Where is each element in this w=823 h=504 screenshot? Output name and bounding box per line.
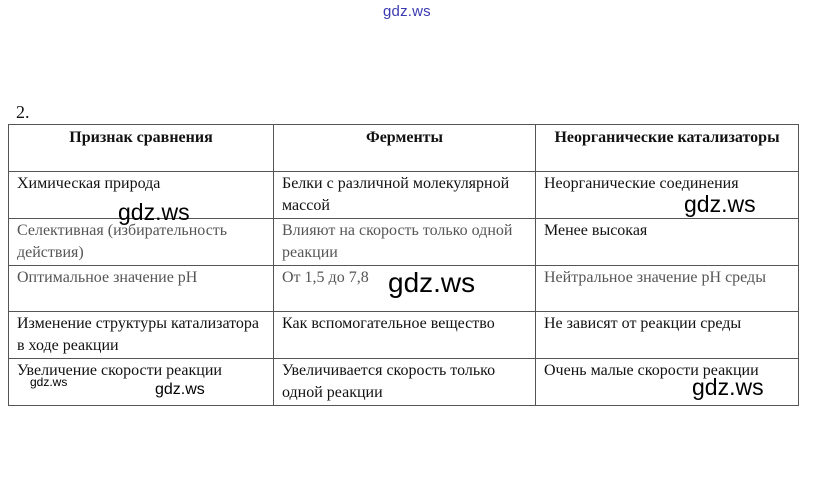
- watermark-bottom-small: gdz.ws: [30, 375, 68, 389]
- header-criterion: Признак сравнения: [9, 125, 274, 172]
- table-header-row: [9, 125, 799, 172]
- table-cell: Как вспомогательное вещество: [274, 312, 536, 359]
- table-row: [9, 172, 799, 219]
- table-cell: Очень малые скорости реакции: [536, 359, 799, 406]
- watermark-bottom-right: gdz.ws: [692, 374, 764, 400]
- header-inorganic-catalysts: Неорганические катализаторы: [536, 125, 799, 172]
- table-cell: Оптимальное значение pH: [9, 266, 274, 312]
- table-row: [9, 219, 799, 266]
- watermark-mid-left: gdz.ws: [118, 199, 190, 225]
- table-cell: Химическая природа: [9, 172, 274, 219]
- table-cell: Влияют на скорость только одной реакции: [274, 219, 536, 266]
- table-cell: От 1,5 до 7,8: [274, 266, 536, 312]
- table-row: [9, 312, 799, 359]
- table-cell: Селективная (избирательность действия): [9, 219, 274, 266]
- table-cell: Изменение структуры катализатора в ходе реакции: [9, 312, 274, 359]
- table-row: [9, 359, 799, 406]
- watermark-center: gdz.ws: [388, 267, 476, 298]
- table-row: [9, 266, 799, 312]
- header-enzymes: Ферменты: [274, 125, 536, 172]
- table-cell: Увеличение скорости реакции: [9, 359, 274, 406]
- table-cell: Не зависят от реакции среды: [536, 312, 799, 359]
- comparison-table: [8, 124, 799, 406]
- table-cell: Белки с различной молекулярной массой: [274, 172, 536, 219]
- watermark-bottom-left: gdz.ws: [155, 381, 205, 398]
- table-cell: Нейтральное значение pH среды: [536, 266, 799, 312]
- table-cell: Увеличивается скорость только одной реакции: [274, 359, 536, 406]
- watermark-mid-right: gdz.ws: [684, 191, 756, 217]
- task-number: 2.: [16, 102, 30, 122]
- watermark-top: gdz.ws: [383, 3, 431, 20]
- table-cell: Неорганические соединения: [536, 172, 799, 219]
- table-cell: Менее высокая: [536, 219, 799, 266]
